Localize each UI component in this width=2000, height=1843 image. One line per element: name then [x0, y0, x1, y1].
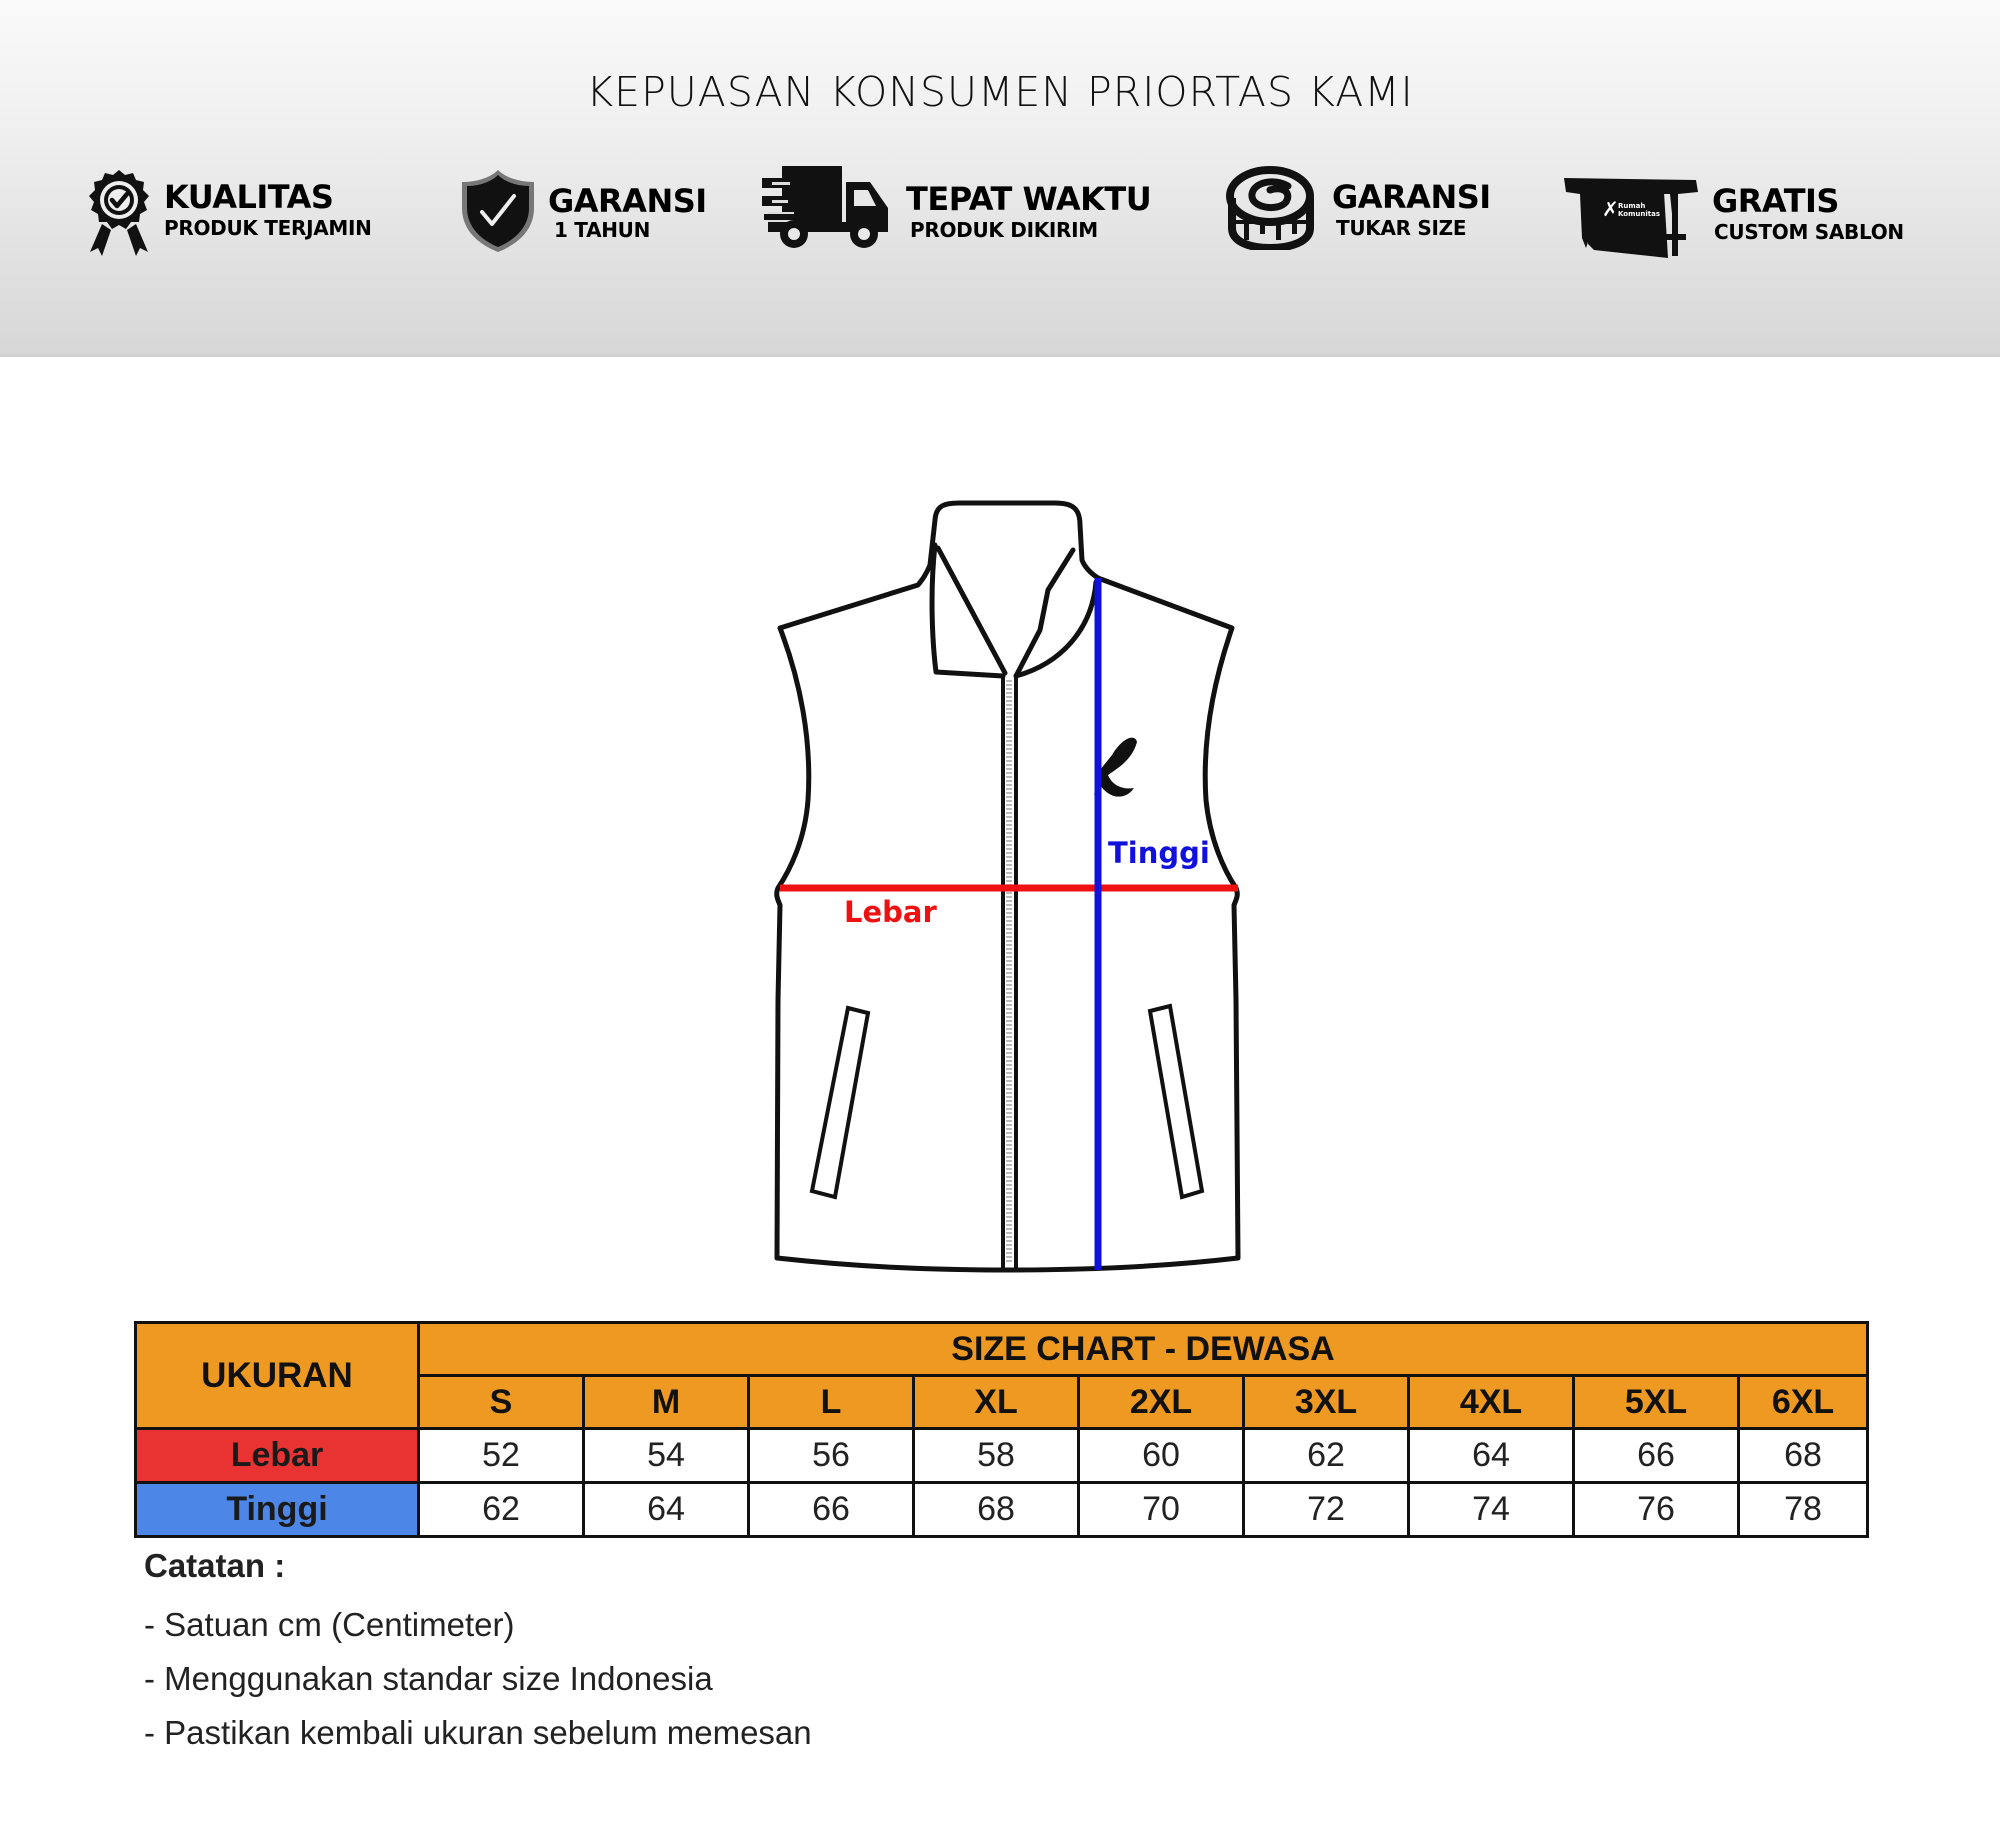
printer-brand-text: Komunitas	[1618, 210, 1661, 218]
feature-subtitle: PRODUK DIKIRIM	[910, 218, 1098, 242]
table-cell: 78	[1739, 1483, 1868, 1537]
measuring-tape-icon	[1222, 166, 1320, 250]
table-cell: 60	[1079, 1429, 1244, 1483]
size-chart-title: SIZE CHART - DEWASA	[419, 1323, 1868, 1376]
feature-title: KUALITAS	[164, 178, 334, 216]
table-cell: 76	[1574, 1483, 1739, 1537]
table-cell: 66	[1574, 1429, 1739, 1483]
page-title: KEPUASAN KONSUMEN PRIORTAS KAMI	[586, 68, 1414, 116]
left-pocket	[812, 1008, 868, 1197]
table-cell: 58	[914, 1429, 1079, 1483]
size-header: 6XL	[1739, 1376, 1868, 1429]
feature-subtitle: PRODUK TERJAMIN	[164, 216, 372, 240]
feature-title: GARANSI	[548, 182, 707, 220]
size-header: 3XL	[1244, 1376, 1409, 1429]
table-cell: 52	[419, 1429, 584, 1483]
row-label-tinggi: Tinggi	[136, 1483, 419, 1537]
size-header: 4XL	[1409, 1376, 1574, 1429]
table-cell: 62	[419, 1483, 584, 1537]
vest-measurement-diagram	[760, 490, 1260, 1290]
note-item: - Pastikan kembali ukuran sebelum memesan	[144, 1714, 812, 1751]
table-row-lebar	[136, 1429, 1868, 1483]
size-header: L	[749, 1376, 914, 1429]
quality-badge-icon	[84, 168, 154, 260]
feature-subtitle: TUKAR SIZE	[1336, 216, 1467, 240]
height-label: Tinggi	[1108, 836, 1210, 870]
table-cell: 64	[584, 1483, 749, 1537]
table-cell: 66	[749, 1483, 914, 1537]
row-label-lebar: Lebar	[136, 1429, 419, 1483]
table-cell: 68	[914, 1483, 1079, 1537]
notes-title: Catatan :	[144, 1547, 286, 1584]
size-chart-table	[134, 1321, 1869, 1538]
shield-check-icon	[460, 168, 536, 254]
table-cell: 62	[1244, 1429, 1409, 1483]
table-cell: 68	[1739, 1429, 1868, 1483]
feature-title: GRATIS	[1712, 182, 1839, 220]
note-item: - Menggunakan standar size Indonesia	[144, 1660, 713, 1697]
size-header: XL	[914, 1376, 1079, 1429]
size-header: 2XL	[1079, 1376, 1244, 1429]
feature-subtitle: 1 TAHUN	[554, 218, 651, 242]
table-cell: 72	[1244, 1483, 1409, 1537]
header-banner	[0, 0, 2000, 357]
feature-title: TEPAT WAKTU	[906, 180, 1152, 218]
note-item: - Satuan cm (Centimeter)	[144, 1606, 515, 1643]
printer-brand-text: Rumah	[1618, 202, 1646, 210]
feature-title: GARANSI	[1332, 178, 1491, 216]
table-cell: 56	[749, 1429, 914, 1483]
table-cell: 64	[1409, 1429, 1574, 1483]
width-label: Lebar	[844, 895, 937, 929]
printer-icon	[1560, 174, 1704, 260]
size-column-header: UKURAN	[136, 1323, 419, 1429]
size-header: 5XL	[1574, 1376, 1739, 1429]
notes-section	[144, 1544, 812, 1760]
size-header: S	[419, 1376, 584, 1429]
table-row-tinggi	[136, 1483, 1868, 1537]
table-cell: 54	[584, 1429, 749, 1483]
svg-text:✗: ✗	[1602, 197, 1619, 221]
delivery-truck-icon	[762, 164, 892, 250]
table-cell: 70	[1079, 1483, 1244, 1537]
feature-subtitle: CUSTOM SABLON	[1714, 220, 1904, 244]
right-pocket	[1150, 1006, 1202, 1197]
size-header: M	[584, 1376, 749, 1429]
table-cell: 74	[1409, 1483, 1574, 1537]
